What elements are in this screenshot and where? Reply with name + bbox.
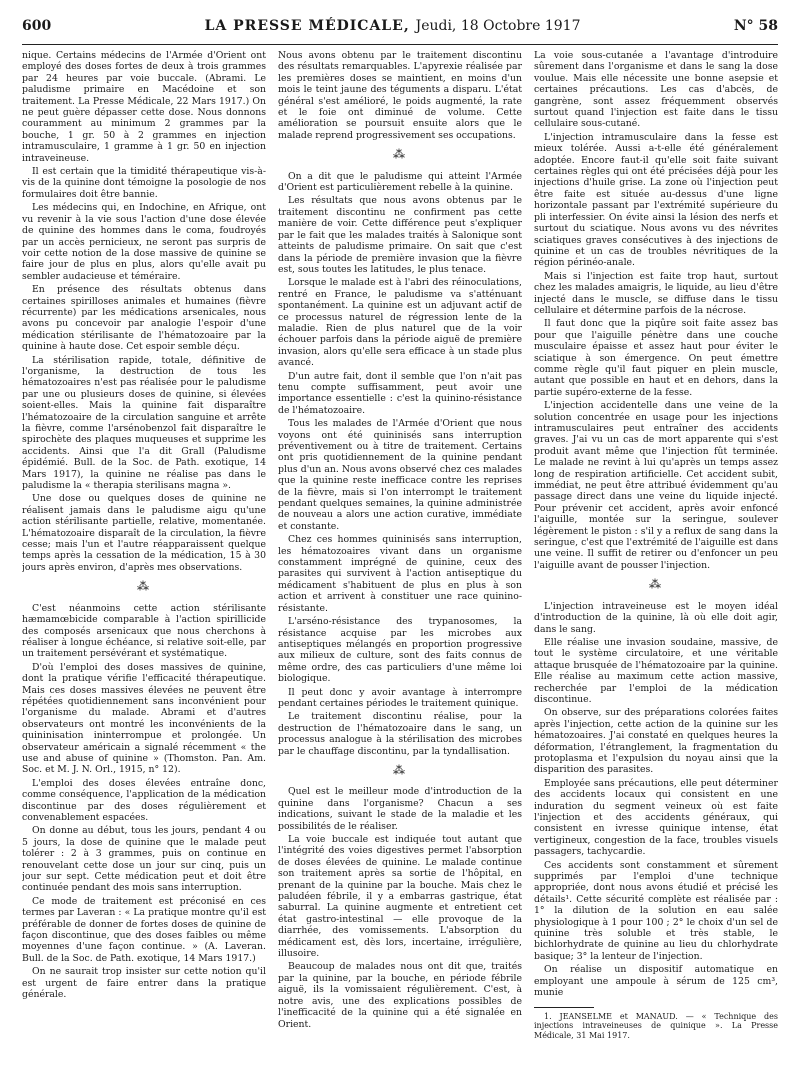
paragraph: La voie buccale est indiquée tout autant que l'intégrité des voies digestives permet l'absorption de doses élevées de quinine. Le malade continue son traitement après sa sortie de l'hôpital, en prenant de la quinine par la bouche. Mais chez le paludéen fébrile, il y a embarras gastrique, état saburral. La quinine augmente et entretient cet état gastro-intestinal — elle provoque de la diarrhée, des vomissements. L'absorption du médicament est, dès lors, incertaine, irrégulière, illusoire. xyxy=(278,834,522,960)
column-2 xyxy=(278,50,522,1074)
page-number: 600 xyxy=(22,18,52,34)
page-header xyxy=(22,18,778,45)
paragraph: L'arséno-résistance des trypanosomes, la résistance acquise par les microbes aux antiseptiques mélangés en proportion progressive aux milieux de culture, sont des faits connus de même ordre, des cas particuliers d'une même loi biologique. xyxy=(278,616,522,685)
paragraph: Quel est le meilleur mode d'introduction de la quinine dans l'organisme? Chacun a ses indications, suivant le stade de la maladie et les possibilités de le réaliser. xyxy=(278,786,522,832)
paragraph: On donne au début, tous les jours, pendant 4 ou 5 jours, la dose de quinine que le malade peut tolérer : 2 à 3 grammes, puis on continue en renouvelant cette dose un jour sur cinq, puis un jour sur sept. Cette médication peut et doit être continuée pendant des mois sans interruption. xyxy=(22,825,266,894)
column-3 xyxy=(534,50,778,1074)
paragraph: En présence des résultats obtenus dans certaines spirilloses animales et humaines (fièvre récurrente) par les médications arsenicales, nous avons pu concevoir par analogie l'espoir d'une médication stérilisante de l'hématozoaire par la quinine à haute dose. Cet espoir semble déçu. xyxy=(22,284,266,353)
section-separator: ⁂ xyxy=(393,147,407,162)
paragraph: Les résultats que nous avons obtenus par le traitement discontinu ne confirment pas cette manière de voir. Cette différence peut s'expliquer par le fait que les malades traités à Salonique sont atteints de paludisme primaire. On sait que c'est dans la période de première invasion que la fièvre est, sous toutes les latitudes, le plus tenace. xyxy=(278,195,522,275)
journal-title xyxy=(205,18,581,34)
paragraph: nique. Certains médecins de l'Armée d'Orient ont employé des doses fortes de deux à trois grammes par 24 heures par voie buccale. (Abrami. Le paludisme primaire en Macédoine et son traitement. La Presse Médicale, 22 Mars 1917.) On ne peut guère dépasser cette dose. Nous donnons couramment au minimum 2 grammes par la bouche, 1 gr. 50 à 2 grammes en injection intramusculaire, 1 gramme à 1 gr. 50 en injection intraveineuse. xyxy=(22,50,266,164)
paragraph: On ne saurait trop insister sur cette notion qu'il est urgent de faire entrer dans la pratique générale. xyxy=(22,966,266,1001)
paragraph: Tous les malades de l'Armée d'Orient que nous voyons ont été quininisés sans interruption préventivement ou à titre de traitement. Certains ont pris quotidiennement de la quinine pendant plus d'un an. Nous avons observé chez ces malades que la quinine reste inefficace contre les reprises de la fièvre, mais si l'on interrompt le traitement pendant quelques semaines, la quinine administrée de nouveau a alors une action curative, immédiate et constante. xyxy=(278,418,522,532)
paragraph: L'injection intramusculaire dans la fesse est mieux tolérée. Aussi a-t-elle été généralement adoptée. Encore faut-il qu'elle soit faite suivant certaines règles qui ont été précisées déjà pour les injections d'huile grise. La zone où l'injection peut être faite est située au-dessus d'une ligne horizontale passant par l'extrémité supérieure du pli interfessier. On évite ainsi la lésion des nerfs et surtout du sciatique. Nous avons vu des névrites sciatiques graves consécutives à des injections de quinine et un cas de troubles névritiques de la région périnéo-anale. xyxy=(534,131,778,269)
paragraph: Lorsque le malade est à l'abri des réinoculations, rentré en France, le paludisme va s'atténuant spontanément. La quinine est un adjuvant actif de ce processus naturel de régression lente de la maladie. Rien de plus naturel que de la voir échouer parfois dans la période aiguë de première invasion, alors qu'elle sera efficace à un stade plus avancé. xyxy=(278,277,522,369)
paragraph: Ces accidents sont constamment et sûrement supprimés par l'emploi d'une technique appropriée, dont nous avons étudié et précisé les détails¹. Cette sécurité complète est réalisée par : 1° la dilution de la solution en eau salée physiologique à 1 pour 100 ; 2° le choix d'un sel de quinine très soluble et très stable, le bichlorhydrate de quinine au lieu du chlorhydrate basique; 3° la lenteur de l'injection. xyxy=(534,859,778,962)
issue-date: Jeudi, 18 Octobre 1917 xyxy=(415,18,581,34)
section-separator: ⁂ xyxy=(649,577,663,592)
issue-number: N° 58 xyxy=(733,18,778,34)
paragraph: La voie sous-cutanée a l'avantage d'introduire sûrement dans l'organisme et dans le sang la dose voulue. Mais elle nécessite une bonne asepsie et certaines précautions. Les cas d'abcès, de gangrène, sont assez fréquemment observés surtout quand l'injection est faite dans le tissu cellulaire sous-cutané. xyxy=(534,50,778,130)
paragraph: Chez ces hommes quininisés sans interruption, les hématozoaires vivant dans un organisme constamment imprégné de quinine, ceux des parasites qui survivent à l'action antiseptique du médicament s'habituent de plus en plus à son action et arrivent à constituer une race quinino-résistante. xyxy=(278,534,522,614)
paragraph: L'injection accidentelle dans une veine de la solution concentrée en usage pour les injections intramusculaires peut entraîner des accidents graves. J'ai vu un cas de mort apparente qui s'est produit avant même que l'injection fût terminée. Le malade ne revint à lui qu'après un temps assez long de respiration artificielle. Cet accident subit, immédiat, ne peut être attribué évidemment qu'au passage direct dans une veine du liquide injecté. Pour prévenir cet accident, après avoir enfoncé l'aiguille, montée sur la seringue, soulever légèrement le piston : s'il y a reflux de sang dans la seringue, c'est que l'extrémité de l'aiguille est dans une veine. Il suffit de retirer ou d'enfoncer un peu l'aiguille avant de pousser l'injection. xyxy=(534,400,778,571)
paragraph: C'est néanmoins cette action stérilisante hæmamœbicide comparable à l'action spirillicide des composés arsenicaux que nous cherchons à réaliser à longue échéance, si relative soit-elle, par un traitement persévérant et systématique. xyxy=(22,602,266,660)
section-separator: ⁂ xyxy=(393,762,407,777)
paragraph: Employée sans précautions, elle peut déterminer des accidents locaux qui consistent en une induration du segment veineux où est faite l'injection et des accidents généraux, qui consistent en ivresse quinique intense, état vertigineux, congestion de la face, troubles visuels passagers, tachycardie. xyxy=(534,777,778,858)
paragraph: Il est certain que la timidité thérapeutique vis-à-vis de la quinine dont témoigne la posologie de nos formulaires doit être bannie. xyxy=(22,166,266,200)
paragraph: D'où l'emploi des doses massives de quinine, dont la pratique vérifie l'efficacité thérapeutique. Mais ces doses massives élevées ne peuvent être répétées quotidiennement sans inconvénient pour l'organisme du malade. Abrami et d'autres observateurs ont montré les inconvénients de la quininisation ininterrompue et prolongée. Un observateur américain a signalé récemment « the use and abuse of quinine » (Thomston. Pan. Am. Soc. et M. J. N. Orl., 1915, n° 12). xyxy=(22,661,266,776)
paragraph: Beaucoup de malades nous ont dit que, traités par la quinine, par la bouche, en période fébrile aiguë, ils la vomissaient régulièrement. C'est, à notre avis, une des explications possibles de l'inefficacité de la quinine qui a été signalée en Orient. xyxy=(278,961,522,1030)
article-body xyxy=(22,50,778,1074)
paragraph: On a dit que le paludisme qui atteint l'Armée d'Orient est particulièrement rebelle à la quinine. xyxy=(278,170,522,194)
paragraph: Le traitement discontinu réalise, pour la destruction de l'hématozoaire dans le sang, un processus analogue à la stérilisation des microbes par le chauffage discontinu, par la tyndallisation. xyxy=(278,711,522,757)
paragraph: Les médecins qui, en Indochine, en Afrique, ont vu revenir à la vie sous l'action d'une dose élevée de quinine des hommes dans le coma, foudroyés par un accès pernicieux, ne seront pas surpris de voir cette notion de la dose massive de quinine se faire jour de plus en plus, alors qu'elle avait pu sembler audacieuse et téméraire. xyxy=(22,202,266,282)
paragraph: On observe, sur des préparations colorées faites après l'injection, cette action de la quinine sur les hématozoaires. J'ai constaté en quelques heures la déformation, l'étranglement, la fragmentation du protoplasma et l'expulsion du noyau ainsi que la disparition des parasites. xyxy=(534,707,778,776)
paragraph: Mais si l'injection est faite trop haut, surtout chez les malades amaigris, le liquide, au lieu d'être injecté dans le muscle, se diffuse dans le tissu cellulaire et détermine parfois de la nécrose. xyxy=(534,270,778,316)
paragraph: L'injection intraveineuse est le moyen idéal d'introduction de la quinine, là où elle doit agir, dans le sang. xyxy=(534,600,778,635)
footnote-rule xyxy=(534,1007,594,1008)
column-1 xyxy=(22,50,266,1074)
paragraph: Une dose ou quelques doses de quinine ne réalisent jamais dans le paludisme aigu qu'une action stérilisante partielle, relative, momentanée. L'hématozoaire disparaît de la circulation, la fièvre cesse; mais l'un et l'autre réapparaissent quelque temps après la cessation de la médication, 15 à 30 jours après environ, d'après mes observations. xyxy=(22,493,266,573)
paragraph: L'emploi des doses élevées entraîne donc, comme conséquence, l'application de la médication discontinue par des doses régulièrement et convenablement espacées. xyxy=(22,777,266,823)
footnote: 1. JEANSELME et MANAUD. — « Technique des injections intraveineuses de quinique ». La Presse Médicale, 31 Mai 1917. xyxy=(534,1011,778,1040)
section-separator: ⁂ xyxy=(137,579,151,594)
paragraph: On réalise un dispositif automatique en employant une ampoule à sérum de 125 cm³, munie xyxy=(534,964,778,999)
paragraph: Il faut donc que la piqûre soit faite assez bas pour que l'aiguille pénètre dans une couche musculaire épaisse et assez haut pour éviter le sciatique à son émergence. On peut émettre comme règle qu'il faut piquer en plein muscle, autant que possible en haut et en dehors, dans la partie supéro-externe de la fesse. xyxy=(534,318,778,398)
paragraph: D'un autre fait, dont il semble que l'on n'ait pas tenu compte suffisamment, peut avoir une importance essentielle : c'est la quinino-résistance de l'hématozoaire. xyxy=(278,370,522,416)
paragraph: Ce mode de traitement est préconisé en ces termes par Laveran : « La pratique montre qu'il est préférable de donner de fortes doses de quinine de façon discontinue, que des doses faibles ou même moyennes d'une façon continue. » (A. Laveran. Bull. de la Soc. de Path. exotique, 14 Mars 1917.) xyxy=(22,895,266,964)
paragraph: Il peut donc y avoir avantage à interrompre pendant certaines périodes le traitement quinique. xyxy=(278,686,522,709)
journal-name: LA PRESSE MÉDICALE, xyxy=(204,18,410,34)
paragraph: Elle réalise une invasion soudaine, massive, de tout le système circulatoire, et une véritable attaque brusquée de l'hématozoaire par la quinine. Elle réalise au maximum cette action massive, recherchée par l'emploi de la médication discontinue. xyxy=(534,636,778,705)
paragraph: Nous avons obtenu par le traitement discontinu des résultats remarquables. L'apyrexie réalisée par les premières doses se maintient, en moins d'un mois le teint jaune des téguments a disparu. L'état général s'est amélioré, le poids augmenté, la rate et le foie ont diminué de volume. Cette amélioration se poursuit ensuite alors que le malade reprend progressivement ses occupations. xyxy=(278,50,522,141)
paragraph: La stérilisation rapide, totale, définitive de l'organisme, la destruction de tous les hématozoaires n'est pas réalisée pour le paludisme par une ou plusieurs doses de quinine, si élevées soient-elles. Mais la quinine fait disparaître l'hématozoaire de la circulation sanguine et arrête la fièvre, comme l'arsénobenzol fait disparaître le spirochète des plaques muqueuses et supprime les accidents. Ainsi que l'a dit Grall (Paludisme épidémié. Bull. de la Soc. de Path. exotique, 14 Mars 1917), la quinine ne réalise pas dans le paludisme la « therapia sterilisans magna ». xyxy=(22,354,266,492)
